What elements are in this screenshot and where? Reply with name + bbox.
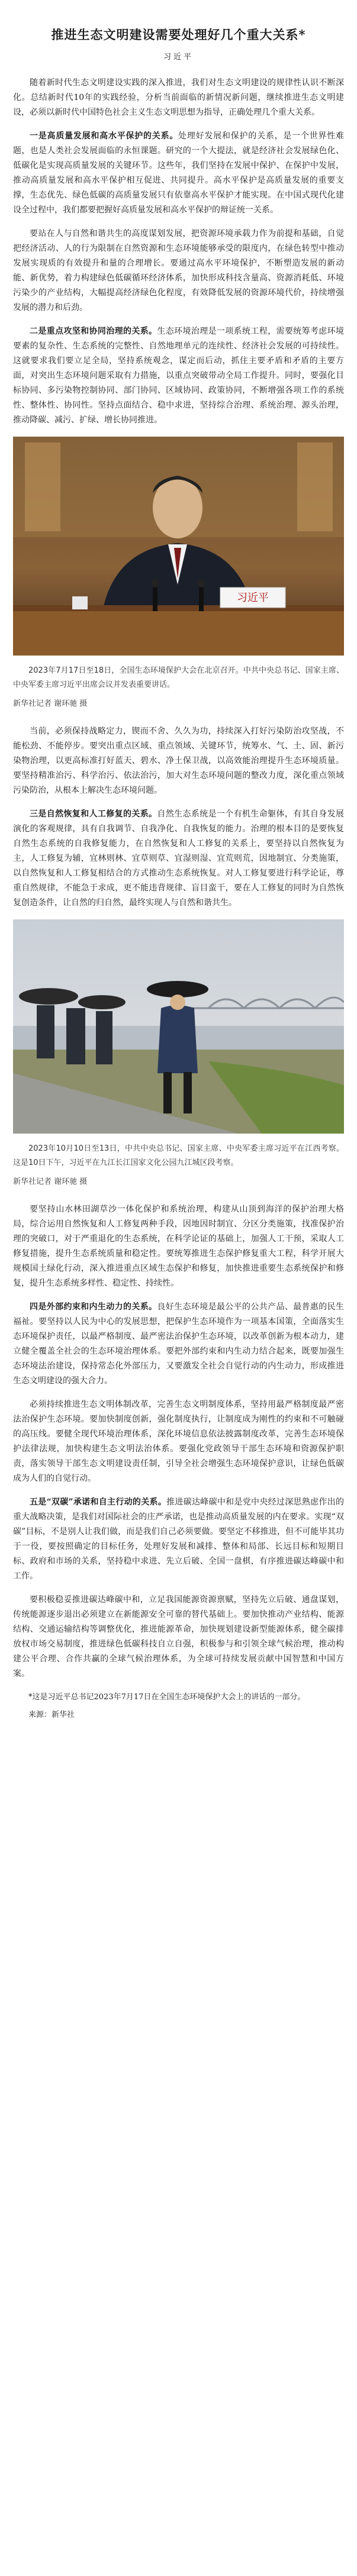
source-line: 来源：新华社 (28, 1710, 75, 1719)
inspection-photo-image (13, 919, 344, 1134)
photo-inspection (13, 919, 344, 1134)
nameplate-label: 习近平 (237, 592, 269, 604)
section-heading: 三是自然恢复和人工修复的关系。 (30, 809, 157, 819)
photo-caption: 2023年7月17日至18日，全国生态环境保护大会在北京召开。中共中央总书记、国家主席、中央军委主席习近平出席会议并发表重要讲话。 (13, 666, 344, 689)
paragraph: 五是“双碳”承诺和自主行动的关系。推进碳达峰碳中和是党中央经过深思熟虑作出的重大战略决策，是我们对国际社会的庄严承诺，也是推动高质量发展的内在要求。实现“双碳”目标，不是别人让我们做，而是我们自己必须要做。要坚定不移推进，但不可能毕其功于一役，要按照确定的目标任务，处理好发展和减排、整体和局部、长远目标和短期目标、政府和市场的关系，坚持稳中求进、先立后破、全国一盘棋，有序推进碳达峰碳中和工作。 (13, 1497, 344, 1581)
paragraph: 一是高质量发展和高水平保护的关系。处理好发展和保护的关系，是一个世界性难题，也是人类社会发展面临的永恒课题。研究的一个大提法，就是经济社会发展绿色化、低碳化是实现高质量发展的关键环节。这些年，我们坚持在发展中保护、在保护中发展，推动高质量发展和高水平保护相互促进、共同提升。高水平保护是高质量发展的重要支撑，生态优先、绿色低碳的高质量发展只有依靠高水平保护才能实现。在中国式现代化建设全过程中，我们都要把握好高质量发展和高水平保护的辩证统一关系。 (13, 131, 345, 215)
section-heading: 二是重点攻坚和协同治理的关系。 (30, 327, 157, 336)
photo-credit: 新华社记者 谢环驰 摄 (13, 699, 88, 708)
paragraph: 必须持续推进生态文明体制改革，完善生态文明制度体系，坚持用最严格制度最严密法治保护生态环境。要加快制度创新，强化制度执行，让制度成为刚性的约束和不可触碰的高压线。要健全现代环境治理体系，深化环境信息依法披露制度改革，完善生态环境保护法律法规，加快构建生态文明法治体系。要强化党政领导干部生态环境和资源保护职责，落实领导干部生态文明建设责任制，引导全社会增强生态环境保护意识，让绿色低碳成为人们的自觉行动。 (13, 1400, 344, 1483)
paragraph: 当前，必须保持战略定力，锲而不舍、久久为功，持续深入打好污染防治攻坚战，不能松劲、不能停步。要突出重点区域、重点领域、关键环节，统筹水、气、土、固、新污染物治理，以更高标准打好蓝天、碧水、净土保卫战，以高效能治理提升生态环境质量。要坚持精准治污、科学治污、依法治污，加大对生态环境问题的整改力度，深化重点领域污染防治，从根本上解决生态环境问题。 (13, 727, 344, 795)
article-title: 推进生态文明建设需要处理好几个重大关系* (51, 27, 306, 42)
paragraph: 要站在人与自然和谐共生的高度谋划发展，把资源环境承载力作为前提和基础，自觉把经济活动、人的行为限制在自然资源和生态环境能够承受的限度内，在绿色转型中推动发展实现质的有效提升和量的合理增长。要通过高水平环境保护，不断塑造发展的新动能、新优势，着力构建绿色低碳循环经济体系，加快形成科技含量高、资源消耗低、环境污染少的产业结构，大幅提高经济绿色化程度，有效降低发展的资源环境代价，持续增强发展的潜力和后劲。 (13, 229, 344, 312)
paragraph: 随着新时代生态文明建设实践的深入推进，我们对生态文明建设的规律性认识不断深化。总结新时代10年的实践经验，分析当前面临的新情况新问题，继续推进生态文明建设，必须以新时代中国特色社会主义生态文明思想为指导，正确处理几个重大关系。 (13, 78, 344, 117)
section-heading: 一是高质量发展和高水平保护的关系。 (30, 131, 179, 141)
paragraph: 二是重点攻坚和协同治理的关系。生态环境治理是一项系统工程，需要统筹考虑环境要素的复杂性、生态系统的完整性、自然地理单元的连续性、经济社会发展的可持续性。这就要求我们要立足全局，坚持系统观念，谋定而后动，抓住主要矛盾和矛盾的主要方面，对突出生态环境问题采取有力措施，以重点突破带动全局工作提升。同时，要强化目标协同、多污染物控制协同、部门协同、区域协同、政策协同，不断增强各项工作的系统性、整体性、协同性。坚持点面结合、稳中求进，坚持综合治理、系统治理、源头治理，推动降碳、减污、扩绿、增长协同推进。 (13, 327, 345, 425)
photo-conference (13, 437, 344, 656)
section-heading: 五是“双碳”承诺和自主行动的关系。 (30, 1497, 167, 1507)
paragraph: 四是外部约束和内生动力的关系。良好生态环境是最公平的公共产品、最普惠的民生福祉。要坚持以人民为中心的发展思想，把保护生态环境作为一项基本国策，全面落实生态环境保护责任，以最严格制度、最严密法治保护生态环境，以改革创新为根本动力，建立健全覆盖全社会的生态环境治理体系。要把外部约束和内生动力结合起来，既要加强生态环境法治建设，保持常态化外部压力，又要激发全社会自觉行动的内生动力，形成推进生态文明建设的强大合力。 (13, 1302, 345, 1386)
section-heading: 四是外部约束和内生动力的关系。 (30, 1302, 157, 1312)
paragraph: 要坚持山水林田湖草沙一体化保护和系统治理，构建从山顶到海洋的保护治理大格局，综合运用自然恢复和人工修复两种手段，因地因时制宜、分区分类施策，找准保护治理的突破口，对于严重退化的生态系统，在科学论证的基础上，加强人工干预，采取人工修复措施，提升生态系统质量和稳定性。要统筹推进生态保护修复重大工程，科学开展大规模国土绿化行动，深入推进重点区域生态保护和修复，加快推进重要生态系统保护和修复，提升生态系统多样性、稳定性、持续性。 (13, 1205, 344, 1288)
paragraph: 要积极稳妥推进碳达峰碳中和，立足我国能源资源禀赋，坚持先立后破、通盘谋划，传统能源逐步退出必须建立在新能源安全可靠的替代基础上。要加快推动产业结构、能源结构、交通运输结构等调整优化，推进能源革命，加快规划建设新型能源体系，健全碳排放权市场交易制度，推进绿色低碳科技自立自强，积极参与和引领全球气候治理，推动构建公平合理、合作共赢的全球气候治理体系，为全球可持续发展贡献中国智慧和中国方案。 (13, 1595, 344, 1678)
article-author: 习近平 (163, 53, 194, 62)
paragraph: 三是自然恢复和人工修复的关系。自然生态系统是一个有机生命躯体，有其自身发展演化的客观规律，具有自我调节、自我净化、自我恢复的能力。治理的根本目的是要恢复自然生态系统的自我修复能力，在自然恢复和人工修复的关系上，要坚持以自然恢复为主，人工修复为辅，宜林则林、宜草则草、宜湿则湿、宜荒则荒，因地制宜、分类施策，以自然恢复和人工修复相结合的方式推动生态系统恢复。对人工修复要进行科学论证，尊重自然规律，不能急于求成，更不能违背规律、盲目蛮干，要在人工修复的同时为自然恢复创造条件，让自然的归自然，最终实现人与自然和谐共生。 (13, 809, 345, 908)
photo-caption: 2023年10月10日至13日，中共中央总书记、国家主席、中央军委主席习近平在江西考察。这是10日下午，习近平在九江长江国家文化公园九江城区段考察。 (13, 1144, 344, 1167)
footnote: *这是习近平总书记2023年7月17日在全国生态环境保护大会上的讲话的一部分。 (28, 1693, 305, 1702)
conference-photo-image (13, 437, 344, 656)
photo-credit: 新华社记者 谢环驰 摄 (13, 1177, 88, 1186)
